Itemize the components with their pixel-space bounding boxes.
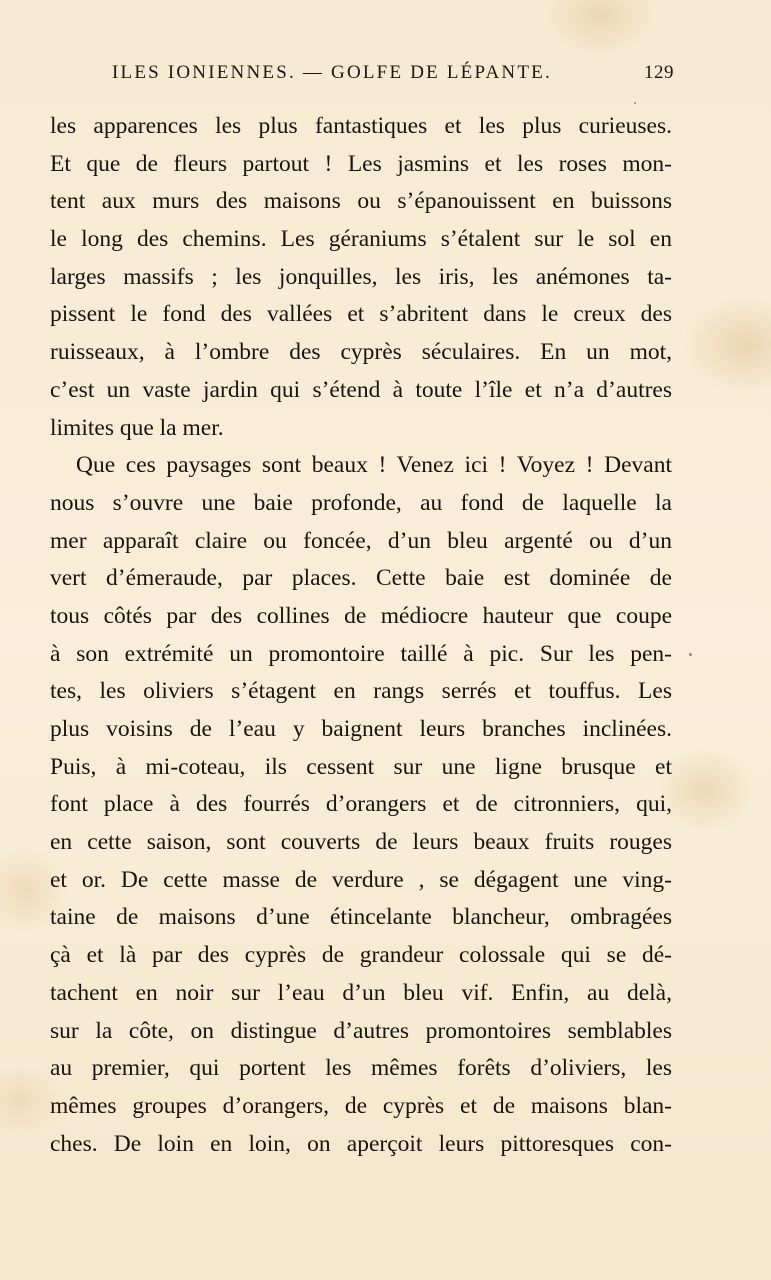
text-line: au premier, qui portent les mêmes forêts d’oliviers, les — [50, 1055, 672, 1082]
ink-speck — [689, 653, 692, 656]
text-line: larges massifs ; les jonquilles, les iris, les anémones ta- — [50, 263, 672, 290]
text-line: font place à des fourrés d’orangers et de citronniers, qui, — [50, 791, 672, 818]
text-line: à son extrémité un promontoire taillé à pic. Sur les pen- — [50, 640, 672, 667]
text-line: ruisseaux, à l’ombre des cyprès séculaires. En un mot, — [50, 339, 672, 366]
text-line: Que ces paysages sont beaux ! Venez ici ! Voyez ! Devant — [76, 452, 672, 479]
text-line: çà et là par des cyprès de grandeur colossale qui se dé- — [50, 942, 672, 969]
text-line: tent aux murs des maisons ou s’épanouissent en buissons — [50, 188, 672, 215]
text-line: tes, les oliviers s’étagent en rangs serrés et touffus. Les — [50, 678, 672, 705]
text-line: c’est un vaste jardin qui s’étend à toute l’île et n’a d’autres — [50, 376, 672, 403]
text-line: plus voisins de l’eau y baignent leurs branches inclinées. — [50, 716, 672, 742]
paragraph — [50, 108, 672, 447]
text-line: le long des chemins. Les géraniums s’étalent sur le sol en — [50, 226, 672, 253]
text-line: mer apparaît claire ou foncée, d’un bleu argenté ou d’un — [50, 527, 672, 554]
running-header — [112, 62, 674, 92]
text-line: les apparences les plus fantastiques et les plus curieuses. — [50, 113, 672, 139]
text-line: et or. De cette masse de verdure , se dégagent une ving- — [50, 866, 672, 893]
paragraph — [50, 447, 672, 1163]
ink-speck — [634, 102, 636, 104]
text-line: vert d’émeraude, par places. Cette baie est dominée de — [50, 565, 672, 592]
text-line: ches. De loin en loin, on aperçoit leurs pittoresques con- — [50, 1130, 672, 1157]
text-line: pissent le fond des vallées et s’abritent dans le creux des — [50, 301, 672, 328]
text-line: nous s’ouvre une baie profonde, au fond de laquelle la — [50, 489, 672, 516]
text-line: sur la côte, on distingue d’autres promontoires semblables — [50, 1017, 672, 1044]
text-line: Et que de fleurs partout ! Les jasmins et les roses mon- — [50, 150, 672, 177]
page-number: 129 — [644, 62, 674, 83]
text-line: mêmes groupes d’orangers, de cyprès et de maisons blan- — [50, 1092, 672, 1119]
text-line: Puis, à mi-coteau, ils cessent sur une ligne brusque et — [50, 753, 672, 780]
running-title: ILES IONIENNES. — GOLFE DE LÉPANTE. — [112, 62, 552, 83]
text-line: limites que la mer. — [50, 414, 224, 441]
text-line: tachent en noir sur l’eau d’un bleu vif. Enfin, au delà, — [50, 979, 672, 1006]
text-line: taine de maisons d’une étincelante blancheur, ombragées — [50, 904, 672, 931]
text-line: en cette saison, sont couverts de leurs beaux fruits rouges — [50, 829, 672, 856]
body-text — [50, 108, 672, 1163]
text-line: tous côtés par des collines de médiocre hauteur que coupe — [50, 602, 672, 629]
